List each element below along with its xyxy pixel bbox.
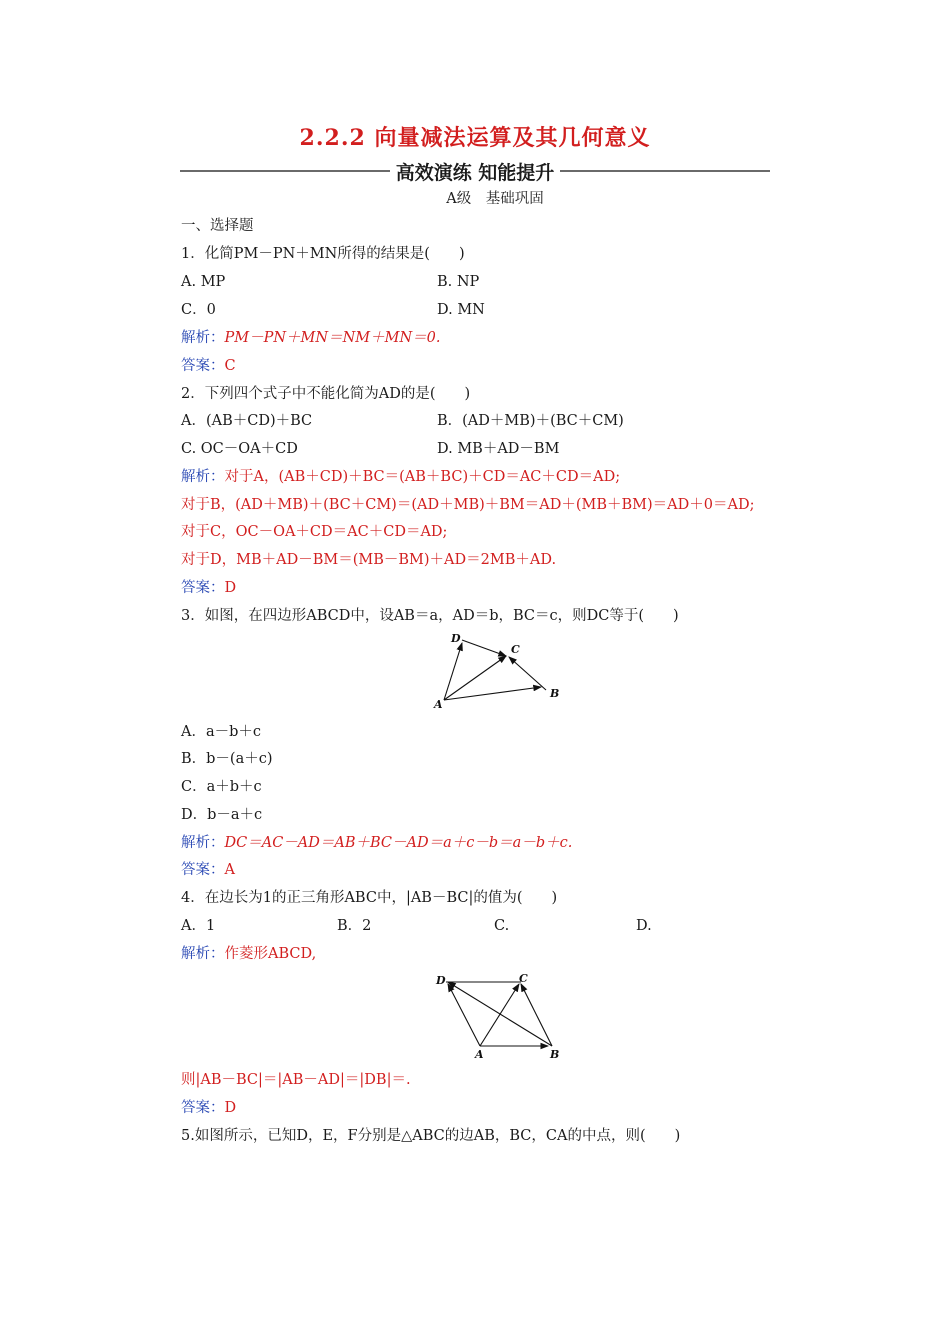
q3-analysis: [181, 833, 572, 853]
point-label-d: D: [436, 974, 446, 987]
q1-option-d: D. MN: [437, 302, 485, 318]
q3-answer: [181, 860, 235, 880]
q4-option-b: B．2: [337, 918, 372, 934]
q4-analysis: [181, 944, 316, 964]
quadrilateral-figure: [420, 628, 570, 714]
q4-option-d: D.: [636, 918, 652, 934]
q3-option-d: D．b－a＋c: [181, 807, 263, 823]
q2-option-a: A．(AB＋CD)＋BC: [181, 413, 313, 429]
section-heading: 一、选择题: [181, 218, 254, 234]
point-label-d: D: [451, 632, 461, 645]
vector-ac: [480, 984, 519, 1046]
q1-option-a: A. MP: [181, 274, 226, 290]
point-label-c: C: [511, 643, 520, 656]
q2-answer-value: D: [224, 580, 237, 596]
q1-stem: 1．化简PM－PN＋MN所得的结果是( ): [181, 246, 465, 262]
q2-analysis-line-2: 对于B，(AD＋MB)＋(BC＋CM)＝(AD＋MB)＋BM＝AD＋(MB＋BM)＝AD＋0＝AD;: [181, 497, 755, 513]
answer-label: 答案：: [181, 358, 225, 374]
q1-answer-value: C: [224, 358, 236, 374]
q2-stem: 2．下列四个式子中不能化简为AD的是( ): [181, 386, 471, 402]
q2-analysis-line-3: 对于C，OC－OA＋CD＝AC＋CD＝AD;: [181, 524, 448, 540]
q2-answer: [181, 578, 236, 598]
rhombus-figure: [430, 970, 570, 1062]
analysis-label: 解析：: [181, 330, 225, 346]
banner-text: 高效演练 知能提升: [390, 162, 561, 184]
point-label-c: C: [519, 972, 528, 985]
vector-dc: [462, 640, 506, 656]
q4-answer: [181, 1098, 236, 1118]
q3-option-c: C．a＋b＋c: [181, 779, 262, 795]
vector-ad: [444, 643, 462, 700]
q3-option-b: B．b－(a＋c): [181, 751, 273, 767]
page-title: 2.2.2 向量减法运算及其几何意义: [299, 125, 651, 151]
analysis-label: 解析：: [181, 469, 225, 485]
q5-stem: 5.如图所示，已知D，E，F分别是△ABC的边AB，BC，CA的中点，则( ): [181, 1128, 681, 1144]
q2-analysis-line-4: 对于D，MB＋AD－BM＝(MB－BM)＋AD＝2MB＋AD.: [181, 552, 557, 568]
answer-label: 答案：: [181, 1100, 225, 1116]
analysis-label: 解析：: [181, 946, 225, 962]
q4-option-c: C.: [494, 918, 510, 934]
q3-option-a: A．a－b＋c: [181, 724, 262, 740]
q4-answer-value: D: [224, 1100, 237, 1116]
vector-ad: [448, 984, 480, 1046]
q3-analysis-text: DC＝AC－AD＝AB＋BC－AD＝a＋c－b＝a－b＋c.: [224, 835, 573, 851]
q4-option-a: A．1: [181, 918, 216, 934]
q1-option-c: C．0: [181, 302, 216, 318]
section-banner: [180, 158, 770, 184]
point-label-a: A: [434, 698, 443, 711]
vector-bc: [509, 657, 546, 690]
q1-answer: [181, 356, 236, 376]
q3-stem: 3．如图，在四边形ABCD中，设AB＝a，AD＝b，BC＝c，则DC等于( ): [181, 608, 679, 624]
vector-ab: [444, 687, 541, 700]
q2-option-c: C. OC－OA＋CD: [181, 441, 298, 457]
answer-label: 答案：: [181, 862, 225, 878]
q4-result: 则|AB－BC|＝|AB－AD|＝|DB|＝.: [181, 1072, 411, 1088]
q4-analysis-text: 作菱形ABCD,: [224, 946, 317, 962]
q2-analysis-line-1: [181, 467, 620, 487]
point-label-b: B: [550, 1048, 560, 1061]
q1-option-b: B. NP: [437, 274, 480, 290]
q2-option-d: D. MB＋AD－BM: [437, 441, 560, 457]
q2-option-b: B．(AD＋MB)＋(BC＋CM): [437, 413, 624, 429]
level-heading: A级 基础巩固: [446, 191, 544, 207]
analysis-label: 解析：: [181, 835, 225, 851]
q2-analysis-text: 对于A，(AB＋CD)＋BC＝(AB＋BC)＋CD＝AC＋CD＝AD;: [224, 469, 621, 485]
point-label-b: B: [550, 687, 560, 700]
point-label-a: A: [475, 1048, 484, 1061]
q1-analysis: [181, 328, 441, 348]
q1-analysis-text: PM－PN＋MN＝NM＋MN＝0.: [224, 330, 441, 346]
answer-label: 答案：: [181, 580, 225, 596]
q4-stem: 4．在边长为1的正三角形ABC中，|AB－BC|的值为( ): [181, 890, 558, 906]
q3-answer-value: A: [224, 862, 235, 878]
